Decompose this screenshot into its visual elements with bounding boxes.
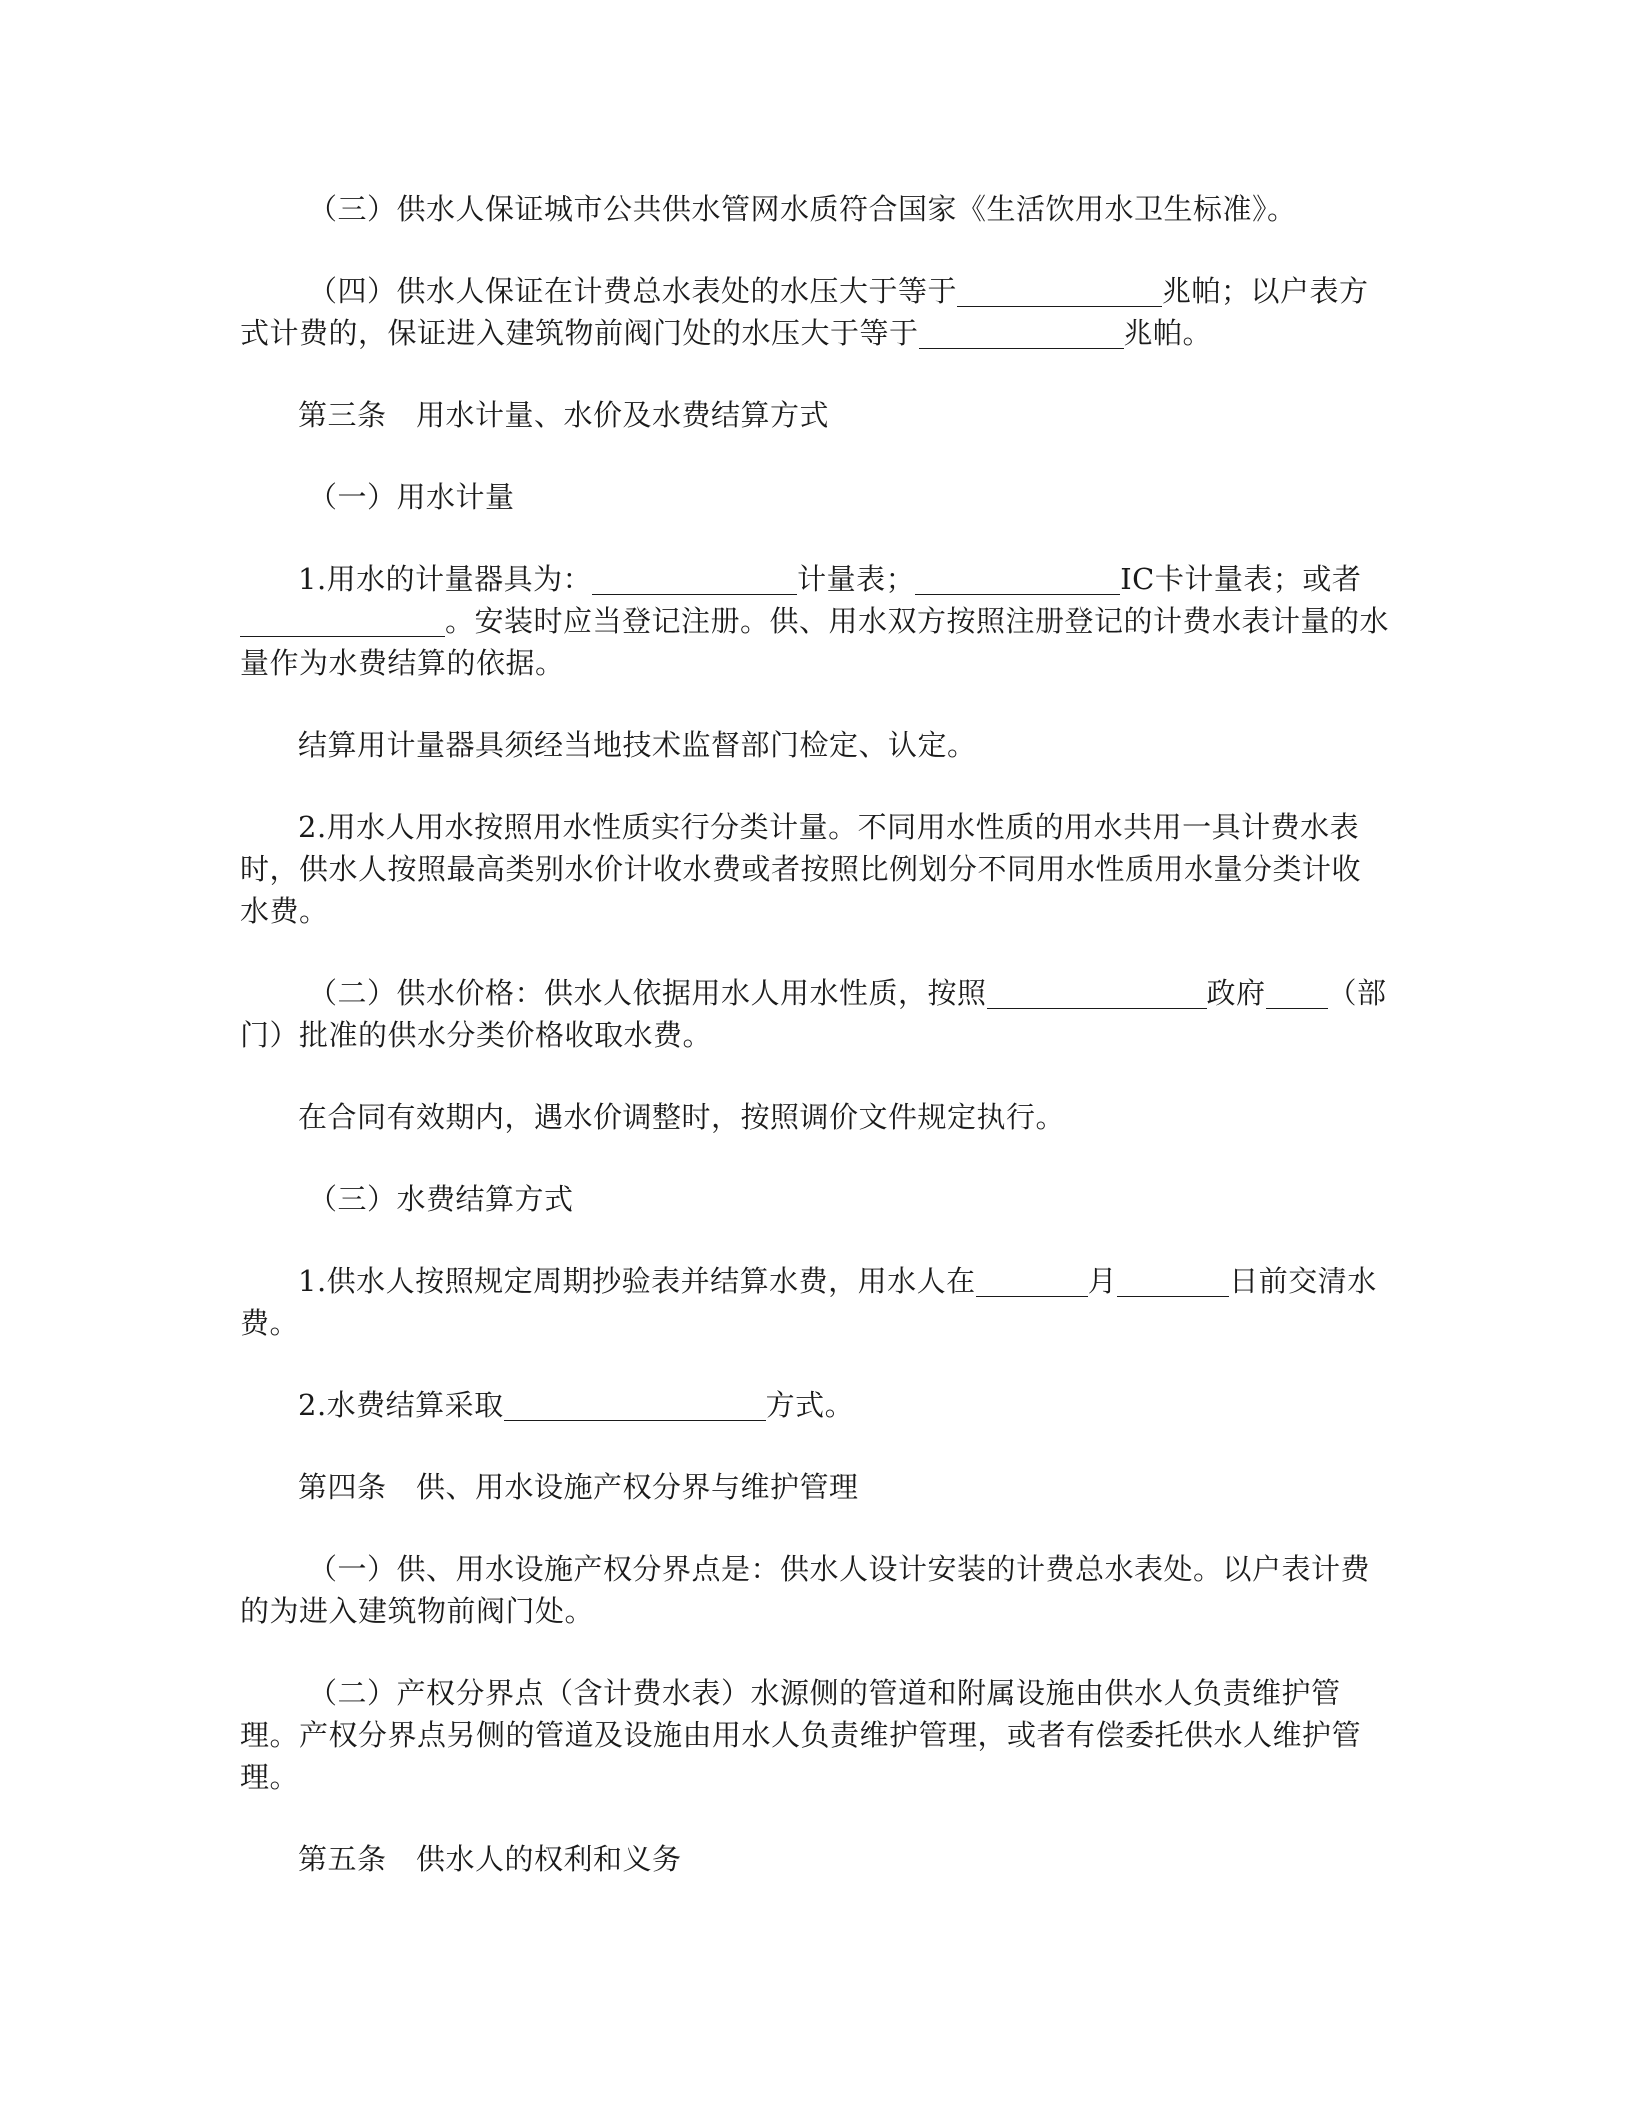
paragraph-meter-devices: 1.用水的计量器具为： 计量表； IC卡计量表；或者。安装时应当登记注册。供、用水双方按照注册登记的计费水表计量的水量作为水费结算的依据。 <box>240 562 1390 680</box>
heading-settlement: （三）水费结算方式 <box>308 1182 574 1216</box>
paragraph-water-quality: （三）供水人保证城市公共供水管网水质符合国家《生活饮用水卫生标准》。 <box>308 192 1297 226</box>
heading-metering: （一）用水计量 <box>308 480 515 514</box>
paragraph-boundary-point: （一）供、用水设施产权分界点是：供水人设计安装的计费总水表处。以户表计费的为进入建筑物前阀门处。 <box>240 1552 1371 1628</box>
paragraph-water-price: （二）供水价格：供水人依据用水人用水性质，按照 政府 （部门）批准的供水分类价格收取水费。 <box>240 976 1387 1052</box>
heading-article-5: 第五条 供水人的权利和义务 <box>298 1842 682 1876</box>
blank-pressure-main[interactable] <box>957 276 1162 307</box>
blank-government[interactable] <box>987 978 1207 1009</box>
blank-meter-type[interactable] <box>592 564 797 595</box>
paragraph-classified-metering: 2.用水人用水按照用水性质实行分类计量。不同用水性质的用水共用一具计费水表时，供水人按照最高类别水价计收水费或者按照比例划分不同用水性质用水量分类计收水费。 <box>240 810 1362 928</box>
heading-article-3: 第三条 用水计量、水价及水费结算方式 <box>298 398 830 432</box>
blank-department[interactable] <box>1266 978 1328 1009</box>
paragraph-water-pressure: （四）供水人保证在计费总水表处的水压大于等于 兆帕；以户表方式计费的，保证进入建筑物前阀门处的水压大于等于 兆帕。 <box>240 274 1369 350</box>
document-page <box>240 188 1390 1920</box>
paragraph-settlement-method: 2.水费结算采取 方式。 <box>298 1388 855 1422</box>
blank-ic-meter[interactable] <box>915 564 1120 595</box>
paragraph-price-adjustment: 在合同有效期内，遇水价调整时，按照调价文件规定执行。 <box>298 1100 1066 1134</box>
blank-settlement-method[interactable] <box>504 1390 766 1421</box>
paragraph-settlement-date: 1.供水人按照规定周期抄验表并结算水费，用水人在 月 日前交清水费。 <box>240 1264 1377 1340</box>
blank-day[interactable] <box>1117 1266 1229 1297</box>
paragraph-maintenance: （二）产权分界点（含计费水表）水源侧的管道和附属设施由供水人负责维护管理。产权分界点另侧的管道及设施由用水人负责维护管理，或者有偿委托供水人维护管理。 <box>240 1676 1362 1794</box>
heading-article-4: 第四条 供、用水设施产权分界与维护管理 <box>298 1470 859 1504</box>
blank-month[interactable] <box>976 1266 1088 1297</box>
blank-pressure-building[interactable] <box>919 318 1124 349</box>
paragraph-meter-inspection: 结算用计量器具须经当地技术监督部门检定、认定。 <box>298 728 977 762</box>
blank-meter-other[interactable] <box>240 606 445 637</box>
